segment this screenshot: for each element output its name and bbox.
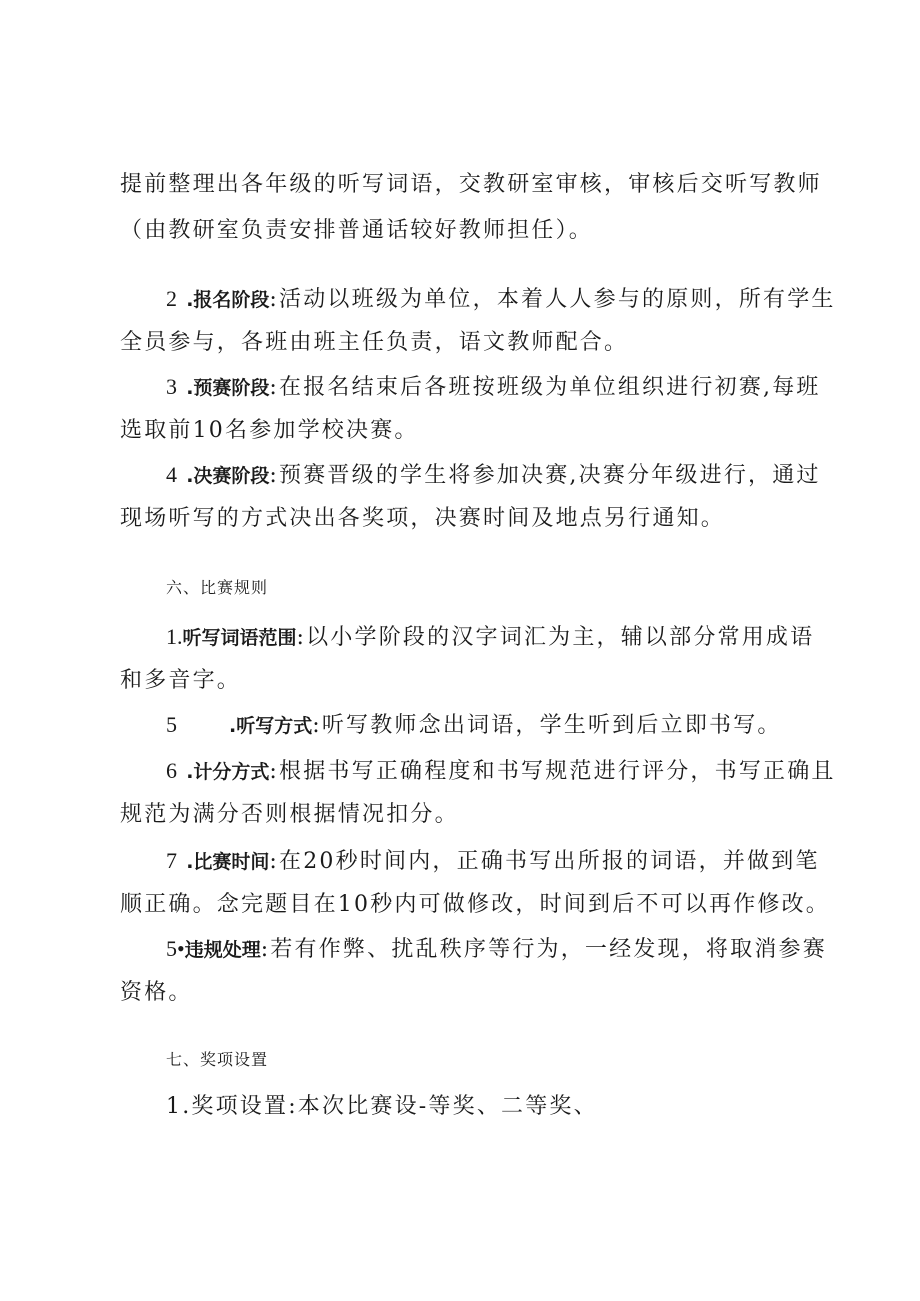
award-item-1: 1.奖项设置:本次比赛设-等奖、二等奖、	[166, 1094, 598, 1119]
rule-1-number: 1.	[166, 624, 183, 649]
rule-3-line-1	[166, 756, 836, 787]
rule-2-label: .听写方式	[229, 715, 313, 737]
rule-3-text: :根据书写正确程度和书写规范进行评分，书写正确且	[269, 759, 836, 784]
rule-5-number: 5•	[166, 936, 185, 961]
stage-2-label: .报名阶段	[186, 289, 270, 311]
rule-1-text: :以小学阶段的汉字词汇为主，辅以部分常用成语	[296, 625, 815, 650]
rule-2-text: :听写教师念出词语，学生听到后立即书写。	[312, 713, 782, 738]
stage-2-line-1	[166, 284, 836, 315]
rule-2-number: 5	[166, 712, 177, 737]
stage-2-line-2: 全员参与，各班由班主任负责，语文教师配合。	[120, 330, 629, 355]
rule-3-line-2: 规范为满分否则根据情况扣分。	[120, 802, 459, 827]
rule-1-line-1	[166, 622, 815, 653]
stage-3-number: 3	[166, 374, 177, 399]
rule-4-label: .比赛时间	[186, 851, 270, 873]
stage-3-text: :在报名结束后各班按班级为单位组织进行初赛,每班	[269, 375, 821, 400]
stage-3-line-2: 选取前10名参加学校决赛。	[120, 418, 419, 443]
stage-4-text: :预赛晋级的学生将参加决赛,决赛分年级进行，通过	[269, 463, 821, 488]
rule-4-text: :在20秒时间内，正确书写出所报的词语，并做到笔	[269, 849, 820, 874]
section-7-heading: 七、奖项设置	[166, 1050, 269, 1069]
rule-3-number: 6	[166, 758, 177, 783]
intro-line-2: （由教研室负责安排普通话较好教师担任）。	[120, 218, 594, 243]
rule-2-line-1	[166, 710, 812, 741]
stage-2-text: :活动以班级为单位，本着人人参与的原则，所有学生	[269, 287, 836, 312]
rule-4-line-1	[166, 846, 820, 877]
rule-5-line-1	[166, 934, 827, 965]
rule-1-label: 听写词语范围	[182, 627, 297, 649]
stage-4-line-1	[166, 460, 821, 491]
stage-3-line-1	[166, 372, 821, 403]
stage-4-line-2: 现场听写的方式决出各奖项，决赛时间及地点另行通知。	[120, 506, 726, 531]
intro-line-1: 提前整理出各年级的听写词语，交教研室审核，审核后交听写教师	[120, 172, 822, 197]
rule-4-number: 7	[166, 848, 177, 873]
rule-5-text: :若有作弊、扰乱秩序等行为，一经发现，将取消参赛	[260, 937, 827, 962]
rule-3-label: .计分方式	[186, 761, 270, 783]
rule-5-line-2: 资格。	[120, 980, 193, 1005]
stage-2-number: 2	[166, 286, 177, 311]
rule-1-line-2: 和多音字。	[120, 668, 242, 693]
stage-3-label: .预赛阶段	[186, 377, 270, 399]
stage-4-number: 4	[166, 462, 177, 487]
stage-4-label: .决赛阶段	[186, 465, 270, 487]
section-6-heading: 六、比赛规则	[166, 578, 269, 597]
rule-4-line-2: 顺正确。念完题目在10秒内可做修改，时间到后不可以再作修改。	[120, 892, 830, 917]
rule-5-label: 违规处理	[184, 939, 261, 961]
